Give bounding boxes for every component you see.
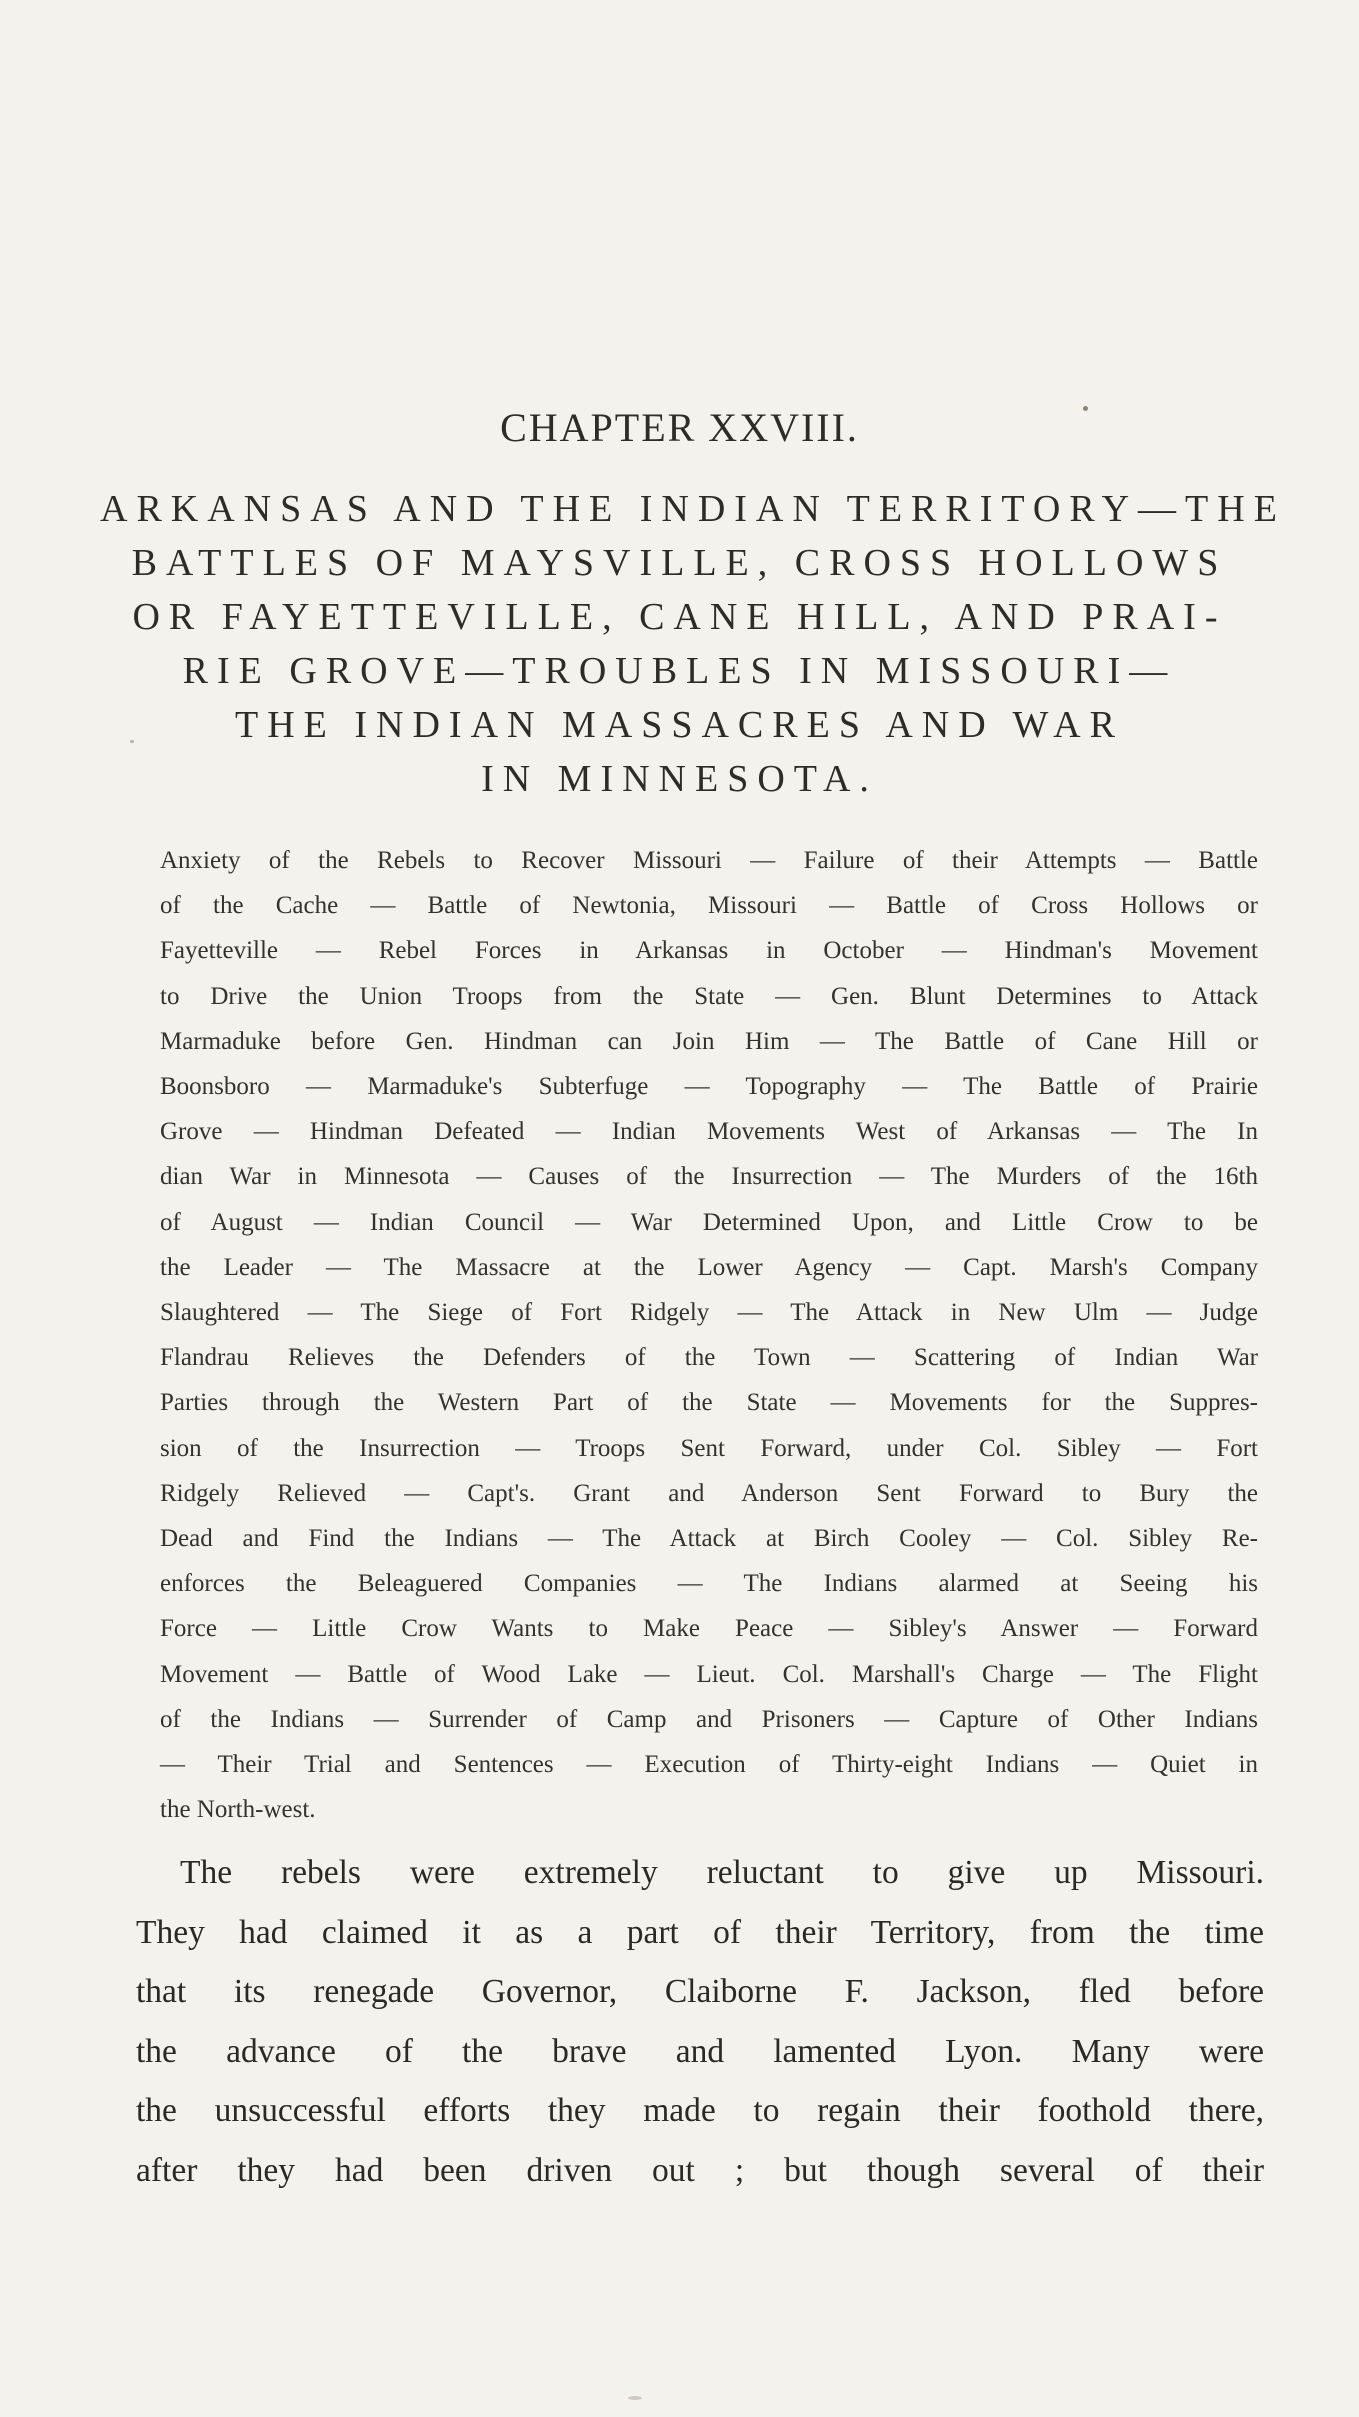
- chapter-heading-line: BATTLES OF MAYSVILLE, CROSS HOLLOWS: [131, 542, 1228, 584]
- synopsis-line: Grove — Hindman Defeated — Indian Movements West of Arkansas — The In: [160, 1118, 1258, 1146]
- synopsis-line: Movement — Battle of Wood Lake — Lieut. Col. Marshall's Charge — The Flight: [160, 1660, 1258, 1688]
- synopsis-line: Slaughtered — The Siege of Fort Ridgely — The Attack in New Ulm — Judge: [160, 1299, 1258, 1327]
- synopsis-line: to Drive the Union Troops from the State — Gen. Blunt Determines to Attack: [160, 982, 1258, 1010]
- synopsis-line: dian War in Minnesota — Causes of the Insurrection — The Murders of the 16th: [160, 1163, 1258, 1191]
- synopsis-line: Boonsboro — Marmaduke's Subterfuge — Topography — The Battle of Prairie: [160, 1073, 1258, 1101]
- synopsis-line: Dead and Find the Indians — The Attack at Birch Cooley — Col. Sibley Re-: [160, 1525, 1258, 1553]
- body-line: after they had been driven out ; but though several of their: [136, 2151, 1264, 2189]
- synopsis-line: Fayetteville — Rebel Forces in Arkansas in October — Hindman's Movement: [160, 937, 1258, 965]
- synopsis-line: sion of the Insurrection — Troops Sent Forward, under Col. Sibley — Fort: [160, 1434, 1258, 1462]
- synopsis-line: enforces the Beleaguered Companies — The Indians alarmed at Seeing his: [160, 1570, 1258, 1598]
- synopsis-line: Anxiety of the Rebels to Recover Missouri — Failure of their Attempts — Battle: [160, 847, 1258, 874]
- body-line: that its renegade Governor, Claiborne F. Jackson, fled before: [136, 1973, 1264, 2011]
- synopsis-line: Ridgely Relieved — Capt's. Grant and Anderson Sent Forward to Bury the: [160, 1479, 1258, 1507]
- synopsis-line: Force — Little Crow Wants to Make Peace — Sibley's Answer — Forward: [160, 1615, 1258, 1643]
- chapter-title: CHAPTER XXVIII.: [500, 405, 859, 450]
- synopsis-line: Marmaduke before Gen. Hindman can Join Him — The Battle of Cane Hill or: [160, 1027, 1258, 1055]
- chapter-heading: [100, 482, 1286, 806]
- synopsis-line: of the Indians — Surrender of Camp and Prisoners — Capture of Other Indians: [160, 1705, 1258, 1733]
- chapter-synopsis: [160, 838, 1258, 1832]
- synopsis-line: the North-west.: [160, 1796, 316, 1824]
- chapter-heading-line: IN MINNESOTA.: [481, 758, 878, 800]
- synopsis-line: Parties through the Western Part of the State — Movements for the Suppres-: [160, 1389, 1258, 1417]
- chapter-heading-line: THE INDIAN MASSACRES AND WAR: [235, 704, 1124, 746]
- synopsis-line: — Their Trial and Sentences — Execution of Thirty-eight Indians — Quiet in: [160, 1751, 1258, 1779]
- synopsis-line: of August — Indian Council — War Determined Upon, and Little Crow to be: [160, 1208, 1258, 1236]
- synopsis-line: Flandrau Relieves the Defenders of the Town — Scattering of Indian War: [160, 1344, 1258, 1372]
- chapter-heading-line: OR FAYETTEVILLE, CANE HILL, AND PRAI-: [132, 596, 1227, 638]
- body-line: the advance of the brave and lamented Lyon. Many were: [136, 2032, 1264, 2070]
- paper-speck: [628, 2396, 642, 2400]
- paper-speck: [1083, 406, 1088, 411]
- synopsis-line: the Leader — The Massacre at the Lower Agency — Capt. Marsh's Company: [160, 1253, 1258, 1281]
- body-paragraph: [136, 1843, 1264, 2201]
- paper-speck: [130, 740, 134, 743]
- chapter-heading-line: RIE GROVE—TROUBLES IN MISSOURI—: [182, 650, 1177, 692]
- body-line: The rebels were extremely reluctant to give up Missouri.: [180, 1854, 1264, 1891]
- chapter-heading-line: ARKANSAS AND THE INDIAN TERRITORY—THE: [100, 488, 1286, 530]
- body-line: the unsuccessful efforts they made to regain their foothold there,: [136, 2092, 1264, 2130]
- body-line: They had claimed it as a part of their Territory, from the time: [136, 1913, 1264, 1951]
- synopsis-line: of the Cache — Battle of Newtonia, Missouri — Battle of Cross Hollows or: [160, 892, 1258, 920]
